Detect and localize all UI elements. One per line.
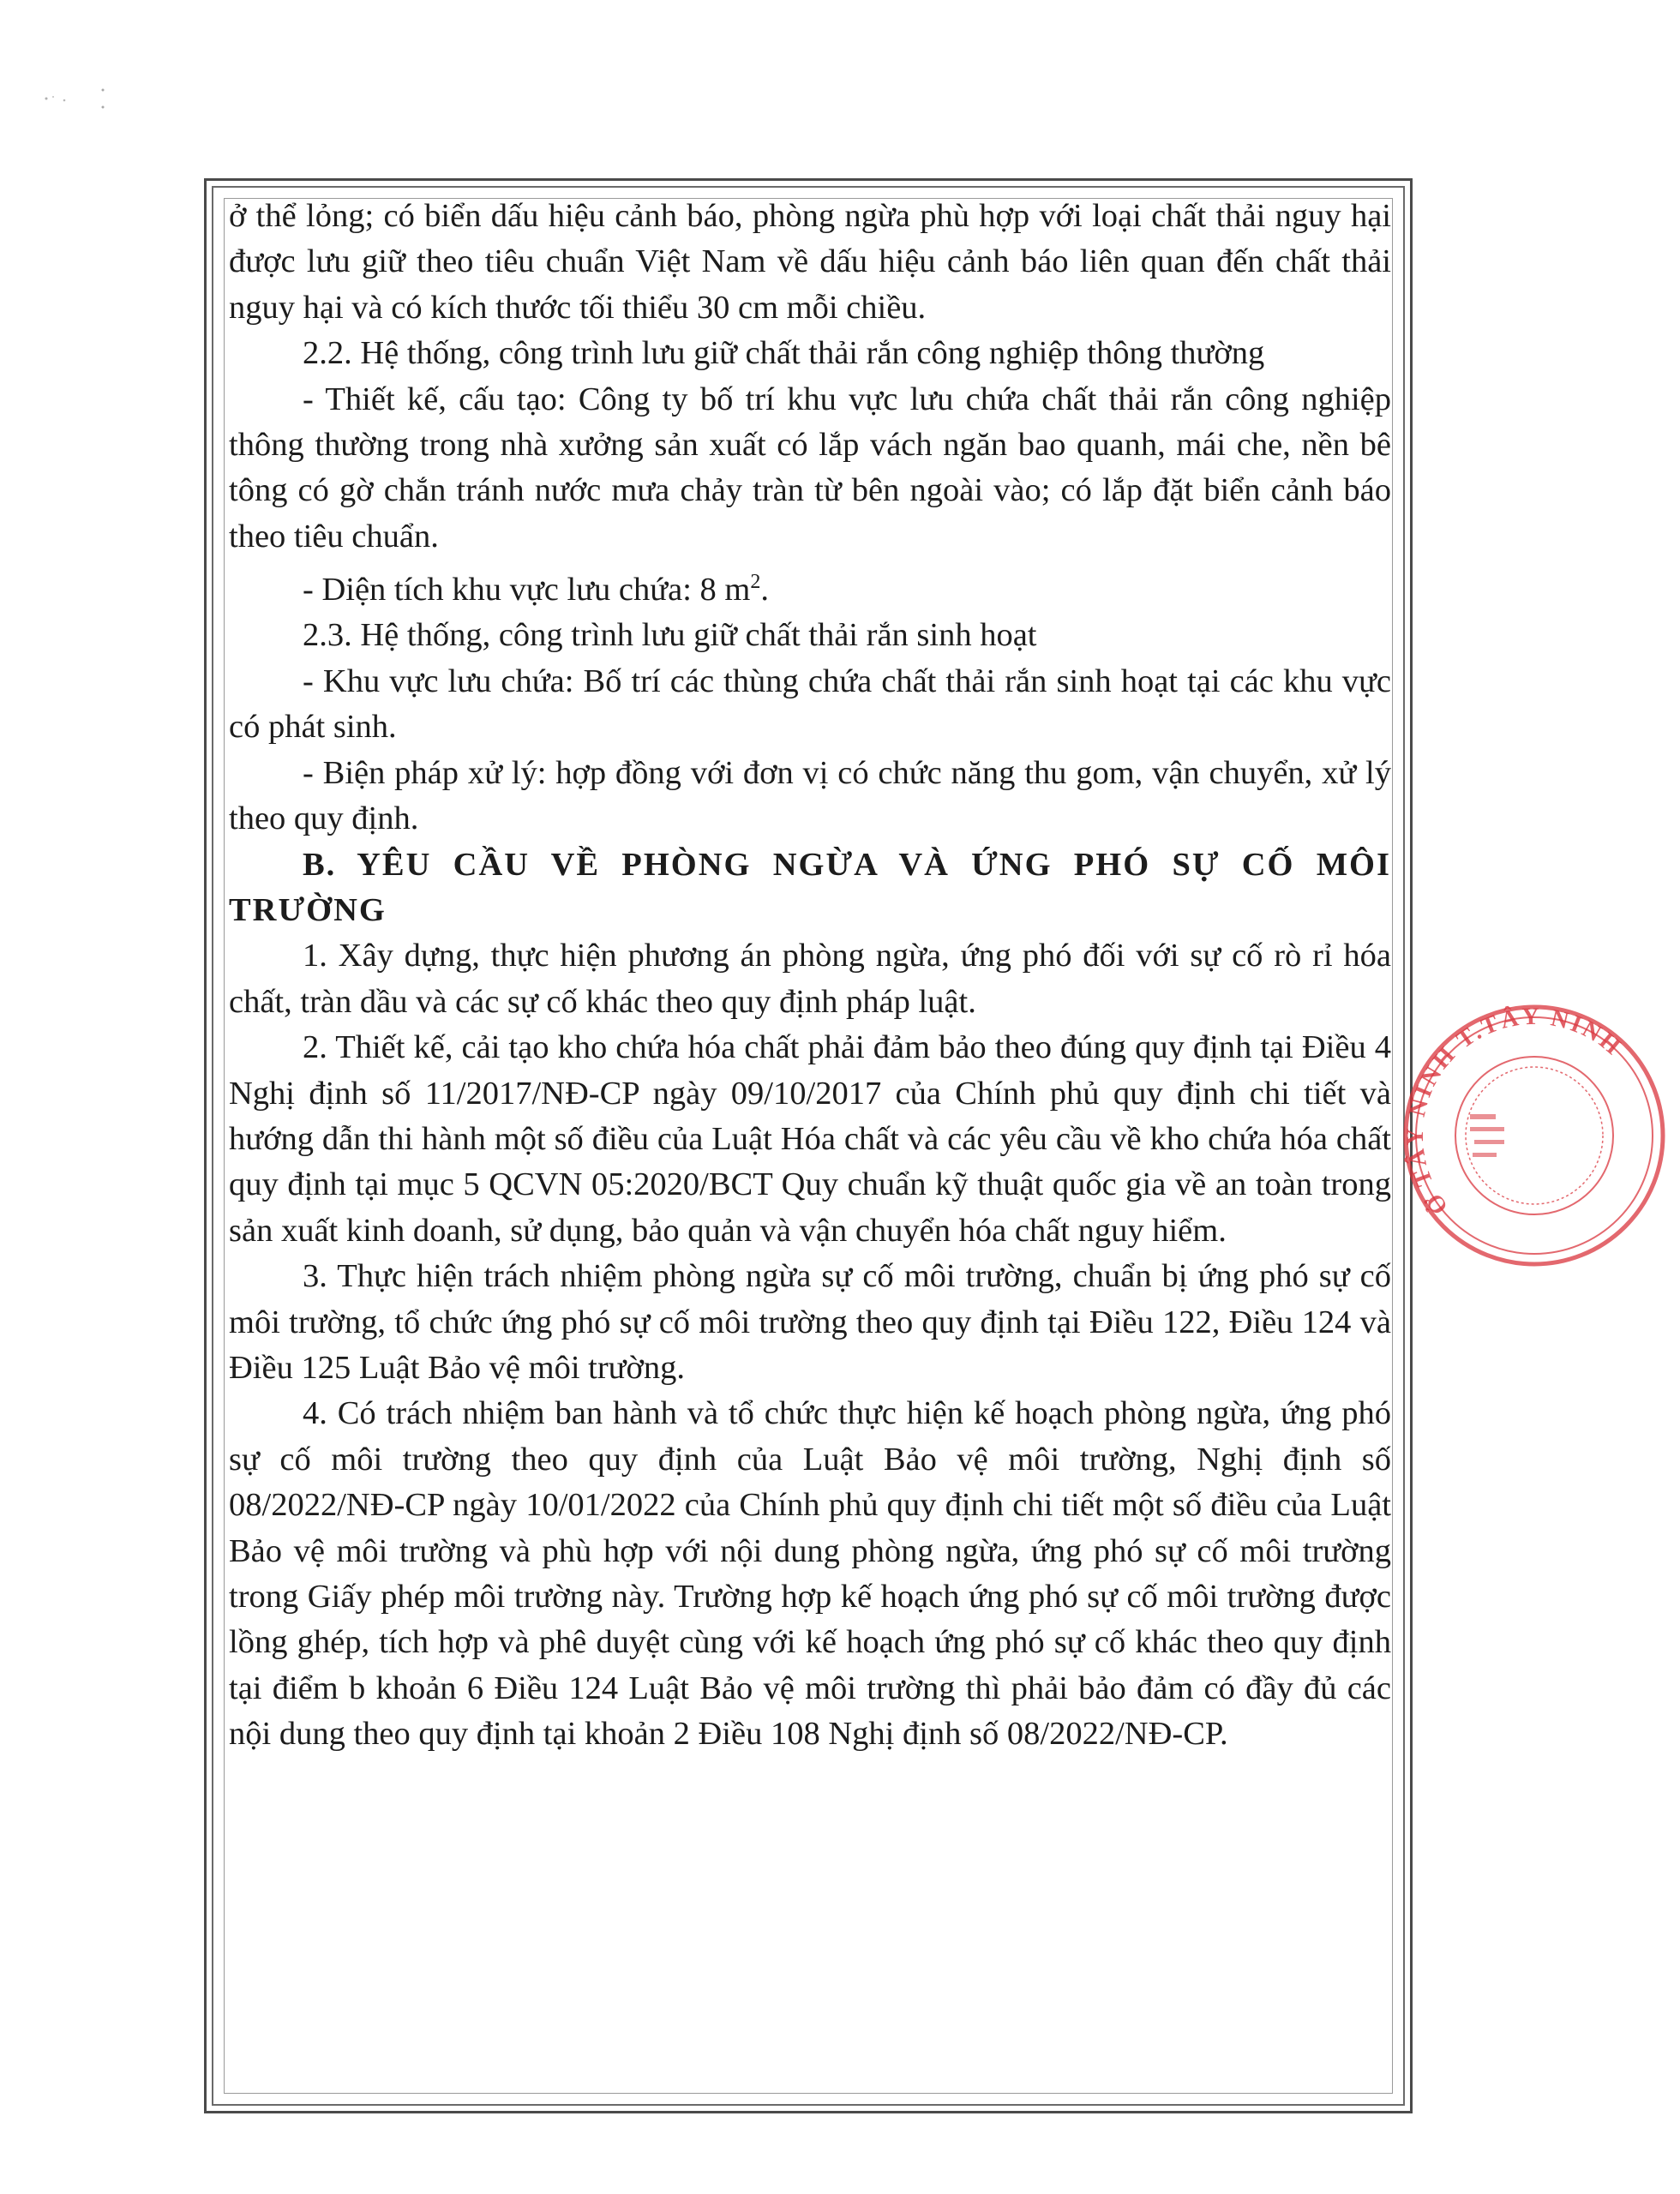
storage-area-superscript: 2 bbox=[750, 571, 761, 594]
storage-area-period: . bbox=[760, 572, 769, 608]
section-2-2-title: 2.2. Hệ thống, công trình lưu giữ chất thải rắn công nghiệp thông thường bbox=[303, 335, 1265, 372]
section-2-3-title: 2.3. Hệ thống, công trình lưu giữ chất thải rắn sinh hoạt bbox=[303, 617, 1037, 654]
paragraph-item-2: 2. Thiết kế, cải tạo kho chứa hóa chất phải đảm bảo theo đúng quy định tại Điều 4 Nghị định số 11/2017/NĐ-CP ngày 09/10/2017 của Chính phủ quy định chi tiết và hướng dẫn thi hành một số điều của Luật Hóa chất và các yêu cầu về kho chứa hóa chất quy định tại mục 5 QCVN 05:2020/BCT Quy chuẩn kỹ thuật quốc gia về an toàn trong sản xuất kinh doanh, sử dụng, bảo quản và vận chuyển hóa chất nguy hiểm. bbox=[229, 1029, 1391, 1249]
seal-text: Ở TÂY NINH T.TÂY NINH bbox=[1401, 1003, 1628, 1220]
paragraph-storage-location: - Khu vực lưu chứa: Bố trí các thùng chứa chất thải rắn sinh hoạt tại các khu vực có phát sinh. bbox=[229, 662, 1391, 746]
paragraph-item-4: 4. Có trách nhiệm ban hành và tổ chức thực hiện kế hoạch phòng ngừa, ứng phó sự cố môi trường theo quy định của Luật Bảo vệ môi trường, Nghị định số 08/2022/NĐ-CP ngày 10/01/2022 của Chính phủ quy định chi tiết một số điều của Luật Bảo vệ môi trường và phù hợp với nội dung phòng ngừa, ứng phó sự cố môi trường trong Giấy phép môi trường này. Trường hợp kế hoạch ứng phó sự cố môi trường được lồng ghép, tích hợp và phê duyệt cùng với kế hoạch ứng phó sự cố khác theo quy định tại điểm b khoản 6 Điều 124 Luật Bảo vệ môi trường thì phải bảo đảm có đầy đủ các nội dung theo quy định tại khoản 2 Điều 108 Nghị định số 08/2022/NĐ-CP. bbox=[229, 1395, 1391, 1753]
paragraph-item-3: 3. Thực hiện trách nhiệm phòng ngừa sự cố môi trường, chuẩn bị ứng phó sự cố môi trường, tổ chức ứng phó sự cố môi trường theo quy định tại Điều 122, Điều 124 và Điều 125 Luật Bảo vệ môi trường. bbox=[229, 1258, 1391, 1386]
paragraph-hazardous-waste-cont: ở thể lỏng; có biển dấu hiệu cảnh báo, phòng ngừa phù hợp với loại chất thải nguy hại được lưu giữ theo tiêu chuẩn Việt Nam về dấu hiệu cảnh báo liên quan đến chất thải nguy hại và có kích thước tối thiểu 30 cm mỗi chiều. bbox=[229, 198, 1391, 326]
scan-marks bbox=[34, 81, 120, 124]
document-body bbox=[229, 194, 1391, 1758]
official-seal bbox=[1389, 994, 1628, 1277]
paragraph-treatment: - Biện pháp xử lý: hợp đồng với đơn vị có chức năng thu gom, vận chuyển, xử lý theo quy định. bbox=[229, 754, 1391, 837]
svg-text:Ở TÂY NINH T.TÂY NINH bbox=[1389, 994, 1635, 1221]
paragraph-design-structure: - Thiết kế, cấu tạo: Công ty bố trí khu vực lưu chứa chất thải rắn công nghiệp thông thường trong nhà xưởng sản xuất có lắp vách ngăn bao quanh, mái che, nền bê tông có gờ chắn tránh nước mưa chảy tràn từ bên ngoài vào; có lắp đặt biển cảnh báo theo tiêu chuẩn. bbox=[229, 381, 1391, 554]
storage-area-text: - Diện tích khu vực lưu chứa: 8 m bbox=[303, 572, 751, 608]
paragraph-item-1: 1. Xây dựng, thực hiện phương án phòng ngừa, ứng phó đối với sự cố rò rỉ hóa chất, tràn dầu và các sự cố khác theo quy định pháp luật. bbox=[229, 938, 1391, 1020]
section-b-heading: B. YÊU CẦU VỀ PHÒNG NGỪA VÀ ỨNG PHÓ SỰ CỐ MÔI TRƯỜNG bbox=[229, 846, 1391, 928]
paragraph-storage-area bbox=[229, 560, 1391, 613]
